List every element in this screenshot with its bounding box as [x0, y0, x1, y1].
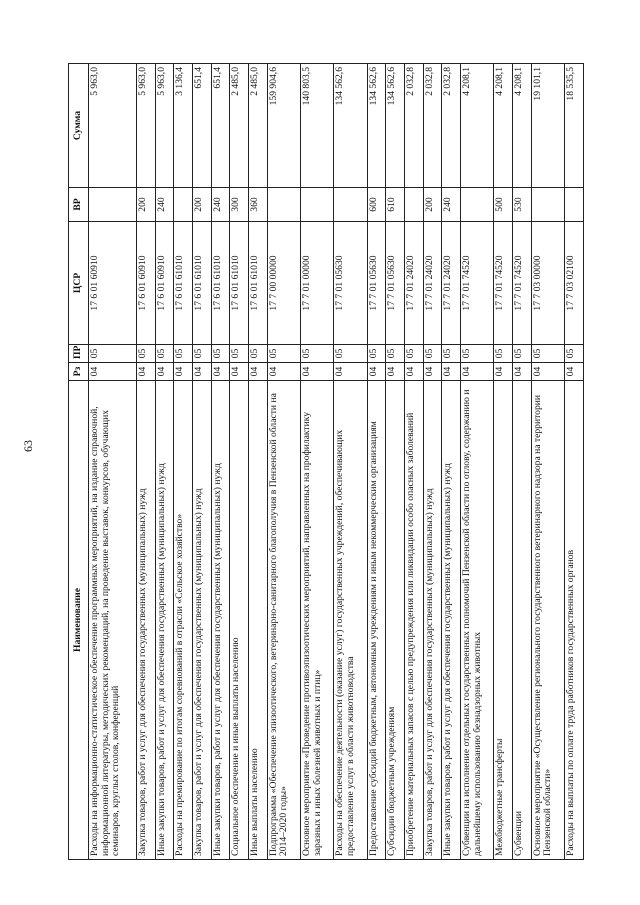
- cell-vr: 610: [386, 188, 405, 222]
- cell-name: Подпрограмма «Обеспечение эпизоотического, ветеринарно-санитарного благополучия в Пензенской области на 2014–2020 годы»: [267, 381, 300, 860]
- cell-csr: 17 6 01 61010: [192, 222, 211, 345]
- cell-vr: 530: [513, 188, 532, 222]
- cell-csr: 17 6 01 61010: [249, 222, 268, 345]
- cell-name: Закупка товаров, работ и услуг для обеспечения государственных (муниципальных) нужд: [423, 381, 442, 860]
- table-row: [461, 64, 494, 860]
- cell-csr: 17 6 01 60910: [155, 222, 174, 345]
- cell-name: Расходы на премирование по итогам соревнований в отрасли «Сельское хозяйство»: [174, 381, 193, 860]
- cell-csr: 17 7 03 00000: [531, 222, 564, 345]
- table-row: [386, 64, 405, 860]
- table-row: [155, 64, 174, 860]
- cell-rz: 04: [494, 363, 513, 381]
- table-row: [494, 64, 513, 860]
- cell-name: Предоставление субсидий бюджетным, автономным учреждениям и иным некоммерческим организациям: [367, 381, 386, 860]
- table-row: [249, 64, 268, 860]
- cell-name: Закупка товаров, работ и услуг для обеспечения государственных (муниципальных) нужд: [136, 381, 155, 860]
- cell-pr: 05: [267, 345, 300, 363]
- cell-pr: 05: [405, 345, 424, 363]
- cell-pr: 05: [230, 345, 249, 363]
- cell-sum: 5 963,0: [89, 64, 137, 188]
- cell-name: Иные закупки товаров, работ и услуг для обеспечения государственных (муниципальных) нужд: [211, 381, 230, 860]
- cell-vr: [531, 188, 564, 222]
- cell-csr: 17 6 01 61010: [211, 222, 230, 345]
- cell-csr: 17 7 01 05630: [386, 222, 405, 345]
- cell-name: Социальное обеспечение и иные выплаты населению: [230, 381, 249, 860]
- cell-rz: 04: [211, 363, 230, 381]
- table-row: [565, 64, 584, 860]
- cell-rz: 04: [230, 363, 249, 381]
- cell-name: Закупка товаров, работ и услуг для обеспечения государственных (муниципальных) нужд: [192, 381, 211, 860]
- cell-sum: 18 535,5: [565, 64, 584, 188]
- table-header-row: [69, 64, 89, 860]
- rotated-table-wrapper: [68, 64, 584, 860]
- cell-rz: 04: [531, 363, 564, 381]
- cell-vr: [334, 188, 367, 222]
- cell-name: Расходы на информационно-статистическое обеспечение программных мероприятий, на издание справочной, информационной литературы, методических рекомендаций, на проведение выставок, конкурсов, обучающих семинаров, круглых столов, конференций: [89, 381, 137, 860]
- cell-sum: 2 032,8: [442, 64, 461, 188]
- table-row: [367, 64, 386, 860]
- cell-sum: 651,4: [211, 64, 230, 188]
- cell-name: Иные закупки товаров, работ и услуг для обеспечения государственных (муниципальных) нужд: [442, 381, 461, 860]
- cell-vr: 240: [442, 188, 461, 222]
- cell-pr: 05: [565, 345, 584, 363]
- cell-csr: 17 7 01 24020: [423, 222, 442, 345]
- cell-csr: 17 7 01 74520: [513, 222, 532, 345]
- cell-vr: 300: [230, 188, 249, 222]
- table-row: [89, 64, 137, 860]
- cell-sum: 2 485,0: [230, 64, 249, 188]
- cell-sum: 3 136,4: [174, 64, 193, 188]
- header-vr: ВР: [69, 188, 89, 222]
- cell-rz: 04: [192, 363, 211, 381]
- cell-csr: 17 7 01 00000: [301, 222, 334, 345]
- cell-vr: 240: [155, 188, 174, 222]
- cell-rz: 04: [442, 363, 461, 381]
- table-row: [442, 64, 461, 860]
- header-name: Наименование: [69, 381, 89, 860]
- cell-pr: 05: [89, 345, 137, 363]
- cell-pr: 05: [531, 345, 564, 363]
- cell-name: Субвенции на исполнение отдельных государственных полномочий Пензенской области по отлову, содержанию и дальнейшему использованию безнадзорных животных: [461, 381, 494, 860]
- cell-name: Основное мероприятие «Осуществление регионального государственного ветеринарного надзора на территории Пензенской области»: [531, 381, 564, 860]
- cell-csr: 17 6 01 60910: [136, 222, 155, 345]
- cell-rz: 04: [423, 363, 442, 381]
- header-csr: ЦСР: [69, 222, 89, 345]
- cell-pr: 05: [461, 345, 494, 363]
- cell-sum: 134 562,6: [367, 64, 386, 188]
- cell-vr: 600: [367, 188, 386, 222]
- cell-name: Иные закупки товаров, работ и услуг для обеспечения государственных (муниципальных) нужд: [155, 381, 174, 860]
- cell-pr: 05: [136, 345, 155, 363]
- cell-csr: 17 6 01 61010: [174, 222, 193, 345]
- cell-pr: 05: [155, 345, 174, 363]
- cell-csr: 17 7 01 24020: [405, 222, 424, 345]
- cell-pr: 05: [174, 345, 193, 363]
- cell-sum: 651,4: [192, 64, 211, 188]
- cell-csr: 17 7 03 02100: [565, 222, 584, 345]
- cell-sum: 4 208,1: [513, 64, 532, 188]
- cell-rz: 04: [386, 363, 405, 381]
- cell-csr: 17 7 01 74520: [461, 222, 494, 345]
- cell-pr: 05: [249, 345, 268, 363]
- cell-pr: 05: [386, 345, 405, 363]
- cell-sum: 134 562,6: [334, 64, 367, 188]
- cell-sum: 19 101,1: [531, 64, 564, 188]
- header-pr: ПР: [69, 345, 89, 363]
- cell-name: Расходы на выплаты по оплате труда работников государственных органов: [565, 381, 584, 860]
- cell-rz: 04: [267, 363, 300, 381]
- cell-sum: 159 904,6: [267, 64, 300, 188]
- cell-csr: 17 6 01 60910: [89, 222, 137, 345]
- cell-pr: 05: [192, 345, 211, 363]
- cell-csr: 17 7 00 00000: [267, 222, 300, 345]
- cell-rz: 04: [461, 363, 494, 381]
- cell-vr: 200: [136, 188, 155, 222]
- cell-vr: 200: [423, 188, 442, 222]
- cell-rz: 04: [155, 363, 174, 381]
- cell-rz: 04: [301, 363, 334, 381]
- cell-sum: 2 485,0: [249, 64, 268, 188]
- cell-vr: [461, 188, 494, 222]
- table-row: [531, 64, 564, 860]
- cell-sum: 4 208,1: [461, 64, 494, 188]
- table-row: [230, 64, 249, 860]
- cell-sum: 2 032,8: [405, 64, 424, 188]
- cell-sum: 4 208,1: [494, 64, 513, 188]
- cell-sum: 5 963,0: [155, 64, 174, 188]
- cell-vr: [89, 188, 137, 222]
- cell-pr: 05: [367, 345, 386, 363]
- table-row: [174, 64, 193, 860]
- cell-vr: 500: [494, 188, 513, 222]
- cell-vr: [565, 188, 584, 222]
- cell-rz: 04: [249, 363, 268, 381]
- cell-sum: 140 803,5: [301, 64, 334, 188]
- cell-pr: 05: [494, 345, 513, 363]
- cell-pr: 05: [513, 345, 532, 363]
- cell-rz: 04: [405, 363, 424, 381]
- cell-vr: 200: [192, 188, 211, 222]
- cell-csr: 17 7 01 05630: [367, 222, 386, 345]
- table-row: [192, 64, 211, 860]
- cell-csr: 17 7 01 24020: [442, 222, 461, 345]
- cell-pr: 05: [442, 345, 461, 363]
- table-row: [513, 64, 532, 860]
- table-row: [423, 64, 442, 860]
- cell-name: Приобретение материальных запасов с целью предупреждения или ликвидации особо опасных заболеваний: [405, 381, 424, 860]
- cell-name: Субвенции: [513, 381, 532, 860]
- cell-sum: 5 963,0: [136, 64, 155, 188]
- page-number: 63: [20, 440, 35, 452]
- table-row: [405, 64, 424, 860]
- header-sum: Сумма: [69, 64, 89, 188]
- cell-csr: 17 7 01 74520: [494, 222, 513, 345]
- cell-name: Основное мероприятие «Проведение противоэпизоотических мероприятий, направленных на профилактику заразных и иных болезней животных и птиц»: [301, 381, 334, 860]
- cell-vr: [267, 188, 300, 222]
- cell-rz: 04: [513, 363, 532, 381]
- header-rz: Рз: [69, 363, 89, 381]
- cell-name: Расходы на обеспечение деятельности (оказание услуг) государственных учреждений, обеспечивающих предоставление услуг в области животноводства: [334, 381, 367, 860]
- cell-vr: 360: [249, 188, 268, 222]
- cell-rz: 04: [367, 363, 386, 381]
- cell-rz: 04: [174, 363, 193, 381]
- cell-csr: 17 6 01 61010: [230, 222, 249, 345]
- cell-vr: [174, 188, 193, 222]
- table-row: [334, 64, 367, 860]
- cell-pr: 05: [211, 345, 230, 363]
- cell-sum: 2 032,8: [423, 64, 442, 188]
- cell-rz: 04: [565, 363, 584, 381]
- cell-csr: 17 7 01 05630: [334, 222, 367, 345]
- cell-vr: [301, 188, 334, 222]
- table-row: [211, 64, 230, 860]
- cell-pr: 05: [301, 345, 334, 363]
- cell-pr: 05: [334, 345, 367, 363]
- cell-pr: 05: [423, 345, 442, 363]
- cell-name: Субсидии бюджетным учреждениям: [386, 381, 405, 860]
- budget-table: [68, 63, 584, 860]
- cell-rz: 04: [89, 363, 137, 381]
- cell-vr: [405, 188, 424, 222]
- table-row: [301, 64, 334, 860]
- table-row: [136, 64, 155, 860]
- cell-vr: 240: [211, 188, 230, 222]
- table-row: [267, 64, 300, 860]
- cell-name: Иные выплаты населению: [249, 381, 268, 860]
- cell-rz: 04: [334, 363, 367, 381]
- cell-sum: 134 562,6: [386, 64, 405, 188]
- cell-name: Межбюджетные трансферты: [494, 381, 513, 860]
- cell-rz: 04: [136, 363, 155, 381]
